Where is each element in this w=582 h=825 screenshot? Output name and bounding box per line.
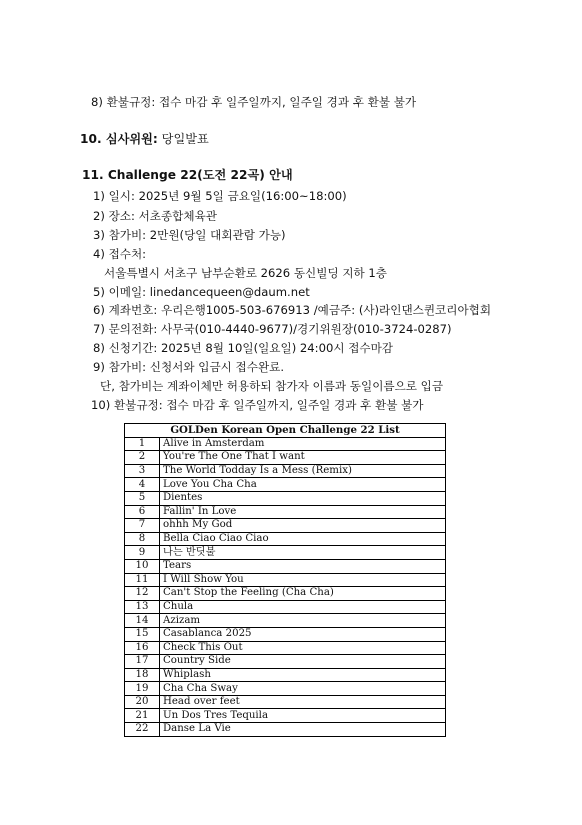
- song-number: 14: [125, 614, 160, 628]
- table-row: [125, 532, 446, 546]
- table-row: [125, 451, 446, 465]
- table-row: [125, 437, 446, 451]
- table-row: [125, 627, 446, 641]
- table-row: [125, 478, 446, 492]
- info-registration-address: 서울특별시 서초구 남부순환로 2626 동신빌딩 지하 1층: [104, 266, 387, 280]
- table-row: [125, 491, 446, 505]
- song-title: Danse La Vie: [160, 723, 446, 737]
- song-title: Casablanca 2025: [160, 627, 446, 641]
- section-10-heading: [80, 131, 209, 147]
- song-title: Love You Cha Cha: [160, 478, 446, 492]
- section-10-tail: 당일발표: [157, 132, 209, 146]
- info-payment: 9) 참가비: 신청서와 입금시 접수완료.: [93, 360, 285, 374]
- song-title: Fallin' In Love: [160, 505, 446, 519]
- refund-policy-item: 8) 환불규정: 접수 마감 후 일주일까지, 일주일 경과 후 환불 불가: [91, 95, 417, 109]
- info-application-period: 8) 신청기간: 2025년 8월 10일(일요일) 24:00시 접수마감: [93, 341, 394, 355]
- section-11-heading: 11. Challenge 22(도전 22곡) 안내: [82, 168, 293, 182]
- song-title: Check This Out: [160, 641, 446, 655]
- song-number: 3: [125, 464, 160, 478]
- song-number: 13: [125, 600, 160, 614]
- song-number: 10: [125, 559, 160, 573]
- song-number: 21: [125, 709, 160, 723]
- song-number: 16: [125, 641, 160, 655]
- song-number: 18: [125, 668, 160, 682]
- song-number: 2: [125, 451, 160, 465]
- song-number: 11: [125, 573, 160, 587]
- info-registration-label: 4) 접수처:: [93, 247, 147, 261]
- song-number: 5: [125, 491, 160, 505]
- section-10-title: 10. 심사위원:: [80, 132, 158, 146]
- song-title: Chula: [160, 600, 446, 614]
- table-row: [125, 641, 446, 655]
- song-title: Dientes: [160, 491, 446, 505]
- info-contact: 7) 문의전화: 사무국(010-4440-9677)/경기위원장(010-3724-0287): [93, 322, 452, 336]
- table-row: [125, 519, 446, 533]
- song-title: You're The One That I want: [160, 451, 446, 465]
- song-title: Can't Stop the Feeling (Cha Cha): [160, 587, 446, 601]
- song-number: 8: [125, 532, 160, 546]
- song-title: Tears: [160, 559, 446, 573]
- song-title: I Will Show You: [160, 573, 446, 587]
- song-title: Head over feet: [160, 695, 446, 709]
- table-body: [125, 437, 446, 736]
- table-row: [125, 600, 446, 614]
- info-fee: 3) 참가비: 2만원(당일 대회관람 가능): [93, 228, 286, 242]
- table-row: [125, 655, 446, 669]
- song-number: 7: [125, 519, 160, 533]
- info-bank-account: 6) 계좌번호: 우리은행1005-503-676913 /예금주: (사)라인댄스퀸코리아협회: [93, 303, 492, 317]
- info-date: 1) 일시: 2025년 9월 5일 금요일(16:00~18:00): [93, 189, 347, 203]
- table-title: GOLDen Korean Open Challenge 22 List: [125, 424, 446, 438]
- table-row: [125, 709, 446, 723]
- song-number: 19: [125, 682, 160, 696]
- song-number: 4: [125, 478, 160, 492]
- table-row: [125, 546, 446, 560]
- table-row: [125, 573, 446, 587]
- song-number: 22: [125, 723, 160, 737]
- song-title: Bella Ciao Ciao Ciao: [160, 532, 446, 546]
- song-title: Country Side: [160, 655, 446, 669]
- song-title: ohhh My God: [160, 519, 446, 533]
- table-row: [125, 614, 446, 628]
- info-payment-note: 단, 참가비는 계좌이체만 허용하되 참가자 이름과 동일이름으로 입금: [100, 379, 444, 393]
- challenge-song-table: [124, 423, 446, 737]
- info-refund-policy: 10) 환불규정: 접수 마감 후 일주일까지, 일주일 경과 후 환불 불가: [91, 398, 424, 412]
- info-email: 5) 이메일: linedancequeen@daum.net: [93, 285, 310, 299]
- song-title: Alive in Amsterdam: [160, 437, 446, 451]
- song-title: The World Todday Is a Mess (Remix): [160, 464, 446, 478]
- table-row: [125, 723, 446, 737]
- song-number: 17: [125, 655, 160, 669]
- info-venue: 2) 장소: 서초종합체육관: [93, 209, 217, 223]
- table-row: [125, 682, 446, 696]
- song-number: 15: [125, 627, 160, 641]
- song-number: 12: [125, 587, 160, 601]
- song-title: Un Dos Tres Tequila: [160, 709, 446, 723]
- song-title: Cha Cha Sway: [160, 682, 446, 696]
- song-title: Whiplash: [160, 668, 446, 682]
- song-number: 6: [125, 505, 160, 519]
- table-header-row: [125, 424, 446, 438]
- song-number: 20: [125, 695, 160, 709]
- song-number: 1: [125, 437, 160, 451]
- table-row: [125, 505, 446, 519]
- table-row: [125, 587, 446, 601]
- song-number: 9: [125, 546, 160, 560]
- table-row: [125, 695, 446, 709]
- table-row: [125, 668, 446, 682]
- song-title: 나는 반딧불: [160, 546, 446, 560]
- table-row: [125, 559, 446, 573]
- table-row: [125, 464, 446, 478]
- song-title: Azizam: [160, 614, 446, 628]
